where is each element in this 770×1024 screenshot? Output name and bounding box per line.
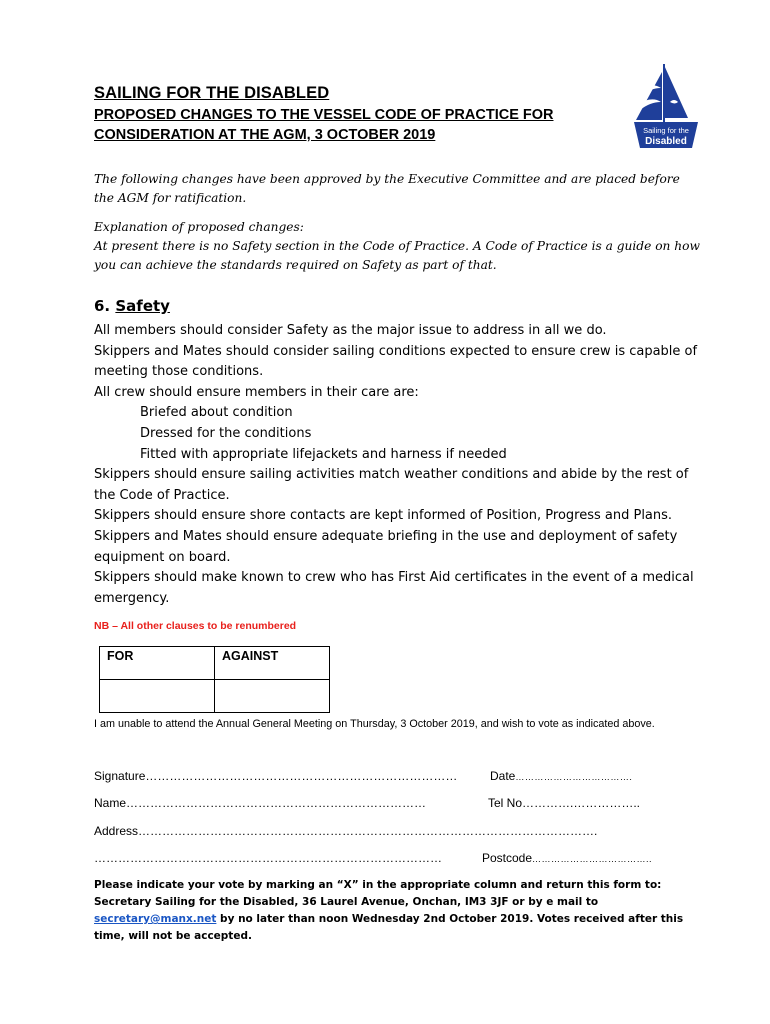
explanation-block [94, 218, 700, 275]
address-field[interactable]: Address……………………………………………………………………………………………………. [94, 824, 598, 838]
safety-line: Skippers should make known to crew who has First Aid certificates in the event of a medical [94, 570, 694, 586]
safety-list-item: Dressed for the conditions [140, 425, 312, 441]
safety-line: Skippers should ensure shore contacts are kept informed of Position, Progress and Plans. [94, 508, 673, 524]
logo-text-line2: Disabled [645, 136, 687, 147]
safety-line: Skippers and Mates should ensure adequate briefing in the use and deployment of safety [94, 528, 678, 544]
section-heading [94, 297, 170, 315]
date-dots: ………………………………. [515, 772, 633, 782]
vote-for-header: FOR [100, 647, 215, 680]
intro-paragraph: The following changes have been approved by the Executive Committee and are placed before the AGM for ratification. [94, 172, 680, 205]
date-label: Date [490, 769, 516, 783]
safety-line: Skippers should ensure sailing activities match weather conditions and abide by the rest of [94, 467, 689, 483]
safety-line: equipment on board. [94, 549, 231, 565]
safety-line: meeting those conditions. [94, 364, 264, 380]
vote-against-header: AGAINST [215, 647, 330, 680]
signature-field[interactable]: Signature…………………………………………………………………… [94, 769, 458, 783]
logo-text-line1: Sailing for the [643, 126, 689, 135]
postcode-field[interactable] [482, 851, 652, 865]
sailing-logo-icon [628, 62, 706, 150]
postcode-dots: ……………………………….. [532, 854, 653, 864]
date-field[interactable] [490, 769, 632, 783]
safety-section-body [94, 321, 698, 609]
safety-line: the Code of Practice. [94, 487, 230, 503]
tel-no-field[interactable]: Tel No………….…………….. [488, 796, 641, 810]
section-title: Safety [115, 297, 170, 315]
explanation-line: you can achieve the standards required on Safety as part of that. [94, 258, 497, 272]
unable-to-attend-text: I am unable to attend the Annual General Meeting on Thursday, 3 October 2019, and wish to vote as indicated above. [94, 718, 655, 730]
safety-list-item: Fitted with appropriate lifejackets and harness if needed [140, 446, 507, 462]
address-line-2-field[interactable]: …………………………………………………………………………… [94, 851, 442, 865]
safety-line: All members should consider Safety as the major issue to address in all we do. [94, 323, 607, 338]
instructions-text: Please indicate your vote by marking an “X” in the appropriate column and return this form to: Secretary Sailing for the Disabled, 36 Laurel Avenue, Onchan, IM3 3JF or by e mail to [94, 879, 662, 908]
document-subtitle: PROPOSED CHANGES TO THE VESSEL CODE OF PRACTICE FOR CONSIDERATION AT THE AGM, 3 OCTOBER 2019 [94, 107, 554, 143]
safety-line: All crew should ensure members in their care are: [94, 384, 419, 400]
safety-list-item: Briefed about condition [140, 405, 293, 421]
explanation-heading: Explanation of proposed changes: [94, 220, 304, 234]
safety-line: Skippers and Mates should consider sailing conditions expected to ensure crew is capable of [94, 343, 698, 359]
vote-for-cell[interactable] [100, 680, 215, 713]
safety-line: emergency. [94, 590, 170, 606]
vote-against-cell[interactable] [215, 680, 330, 713]
return-instructions [94, 877, 694, 945]
secretary-email-link[interactable]: secretary@manx.net [94, 913, 217, 925]
vote-table [99, 646, 330, 713]
explanation-line: At present there is no Safety section in the Code of Practice. A Code of Practice is a guide on how [94, 239, 700, 253]
instructions-text-end: by no later than noon Wednesday 2nd October 2019. Votes received after this time, will not be accepted. [94, 913, 684, 942]
document-title: SAILING FOR THE DISABLED [94, 84, 330, 102]
nb-note: NB – All other clauses to be renumbered [94, 620, 297, 632]
postcode-label: Postcode [482, 851, 533, 865]
name-field[interactable]: Name………………………………………………………………… [94, 796, 427, 810]
section-number: 6. [94, 297, 111, 315]
